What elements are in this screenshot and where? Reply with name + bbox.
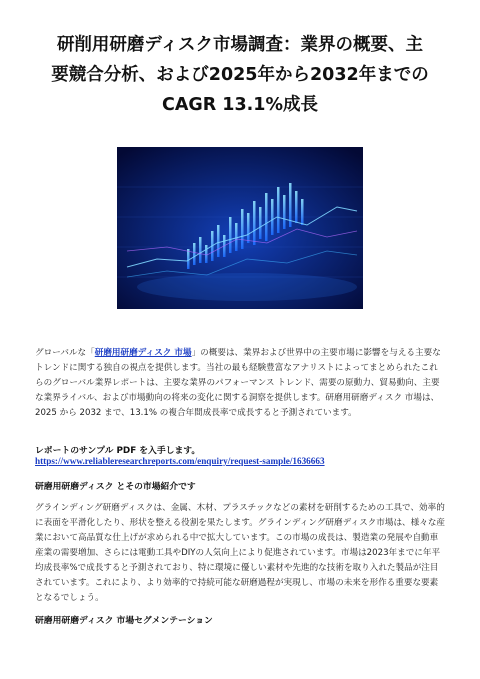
hero-chart-image <box>117 147 363 309</box>
intro-paragraph <box>35 346 445 421</box>
section-heading-segmentation: 研磨用研磨ディスク 市場セグメンテーション <box>35 616 213 626</box>
market-link[interactable]: 研磨用研磨ディスク 市場 <box>94 348 192 358</box>
intro-after: 」の概要は、業界および世界中の主要市場に影響を与える主要なトレンドに関する独自の視点を提供します。当社の最も経験豊富なアナリストによってまとめられたこれらのグローバル業界レポートは、主要な業界のパフォーマンス トレンド、需要の原動力、貿易動向、主要な業界ライバル、および市場動向の将来の変化に関する洞察を提供します。研磨用研磨ディスク 市場は、2025 から 2032 まで、13.1% の複合年間成長率で成長すると予測されています。 <box>35 348 441 418</box>
sample-pdf-label: レポートのサンプル PDF を入手します。 <box>35 446 201 456</box>
intro-before: グローバルな「 <box>35 348 95 358</box>
page-title <box>30 30 450 120</box>
market-intro-paragraph: グラインディング研磨ディスクは、金属、木材、プラスチックなどの素材を研削するための工具で、効率的に表面を平滑化したり、形状を整える役割を果たします。グラインディング研磨ディスク市場は、様々な産業において高品質な仕上げが求められる中で拡大しています。この市場の成長は、製造業の発展や自動車産業の需要増加、さらには電動工具やDIYの人気向上により促進されています。市場は2023年までに年平均成長率%で成長すると予測されており、特に環境に優しい素材や先進的な技術を取り入れた製品が注目されています。これにより、より効率的で持続可能な研磨過程が実現し、市場の未来を形作る重要な要素となるでしょう。 <box>35 503 446 603</box>
title-line-2: 要競合分析、および2025年から2032年までの <box>51 65 429 85</box>
sample-pdf-link[interactable]: https://www.reliableresearchreports.com/enquiry/request-sample/1636663 <box>35 456 325 466</box>
title-line-1: 研削用研磨ディスク市場調査：業界の概要、主 <box>56 35 424 55</box>
title-line-3: CAGR 13.1%成長 <box>161 95 319 115</box>
section-heading-intro: 研磨用研磨ディスク とその市場紹介です <box>35 482 196 492</box>
